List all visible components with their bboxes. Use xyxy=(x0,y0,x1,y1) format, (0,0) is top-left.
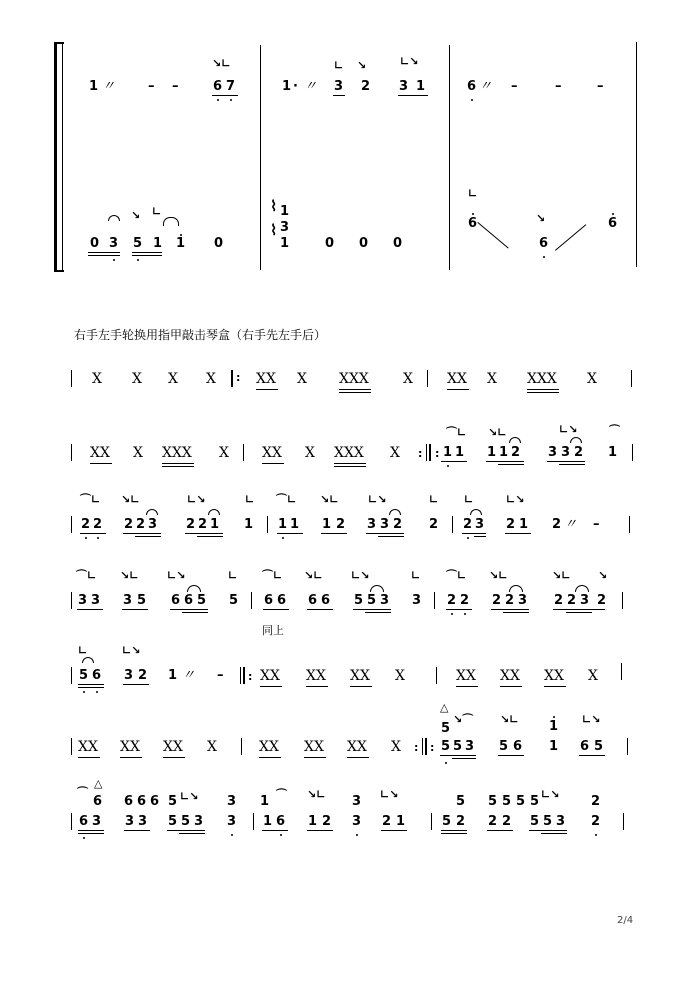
page-number: 2/4 xyxy=(617,915,634,926)
instruction-text: 右手左手轮换用指甲敲击琴盒（右手先左手后） xyxy=(74,328,327,342)
same-as-above-label: 同上 xyxy=(262,624,284,637)
barline xyxy=(449,45,450,270)
barline xyxy=(636,42,637,267)
barline xyxy=(260,45,261,270)
